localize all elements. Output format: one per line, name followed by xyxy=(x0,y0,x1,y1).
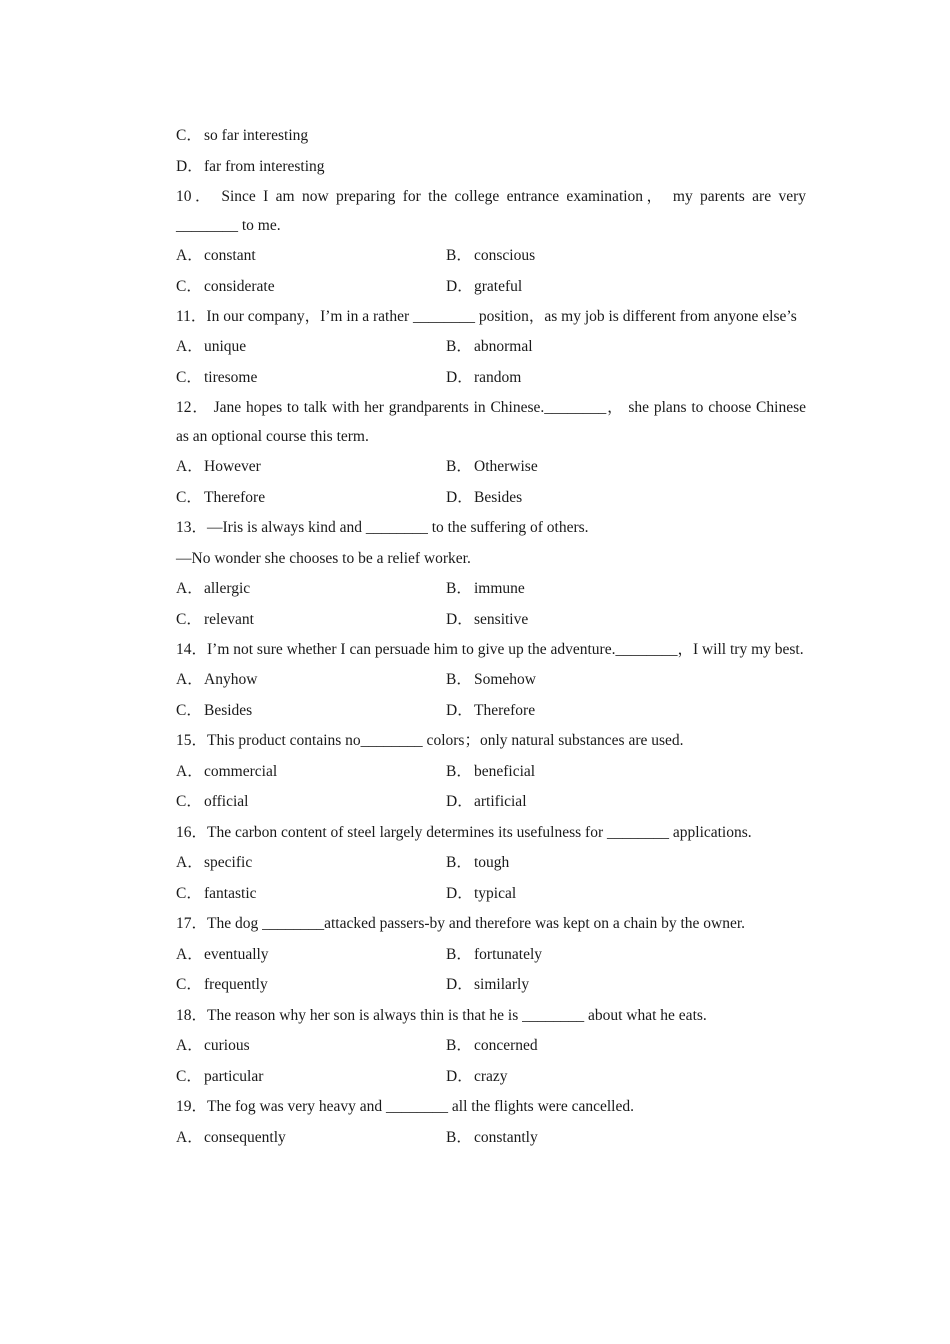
option-text: Otherwise xyxy=(474,458,538,475)
option-letter: C． xyxy=(176,488,202,506)
option-row xyxy=(144,332,806,363)
option-text: constantly xyxy=(474,1128,538,1146)
option-text: specific xyxy=(204,854,253,871)
option-b xyxy=(446,1031,538,1062)
option-d xyxy=(446,696,535,727)
option-letter: A． xyxy=(176,580,203,597)
option-text: consequently xyxy=(204,1128,286,1146)
option-c xyxy=(176,605,254,636)
option-b xyxy=(446,452,538,483)
option-b xyxy=(446,848,509,879)
option-text: fantastic xyxy=(204,884,257,902)
option-letter: D． xyxy=(446,277,473,295)
option-letter: B． xyxy=(446,247,472,264)
option-b xyxy=(446,665,536,696)
option-b xyxy=(446,757,535,788)
option-letter: B． xyxy=(446,762,472,780)
option-letter: A． xyxy=(176,1037,203,1054)
option-b xyxy=(446,940,542,971)
option-row xyxy=(144,241,806,272)
option-letter: A． xyxy=(176,945,203,963)
option-letter: C． xyxy=(176,976,202,993)
question-stem-12: 12． Jane hopes to talk with her grandparents in Chinese.________， she plans to choose Chinese as an optional course this term. xyxy=(176,399,806,445)
option-row xyxy=(144,1062,806,1093)
question-stem-15: 15．This product contains no________ colors；only natural substances are used. xyxy=(176,732,684,749)
option-letter: A． xyxy=(176,762,203,780)
option-c xyxy=(176,970,268,1001)
option-text: concerned xyxy=(474,1037,538,1054)
option-row xyxy=(144,272,806,303)
option-c xyxy=(176,879,257,910)
option-letter: B． xyxy=(446,945,472,963)
option-letter: A． xyxy=(176,854,203,871)
option-text: beneficial xyxy=(474,762,536,780)
option-a xyxy=(176,1031,250,1062)
option-letter: B． xyxy=(446,854,472,871)
option-row xyxy=(144,940,806,971)
option-letter: A． xyxy=(176,458,203,475)
option-row xyxy=(144,970,806,1001)
option-text: similarly xyxy=(474,976,530,993)
option-b xyxy=(446,332,533,363)
option-text: far from interesting xyxy=(204,157,325,175)
option-text: abnormal xyxy=(474,338,533,355)
option-letter: C． xyxy=(176,277,202,295)
option-text: conscious xyxy=(474,247,536,264)
option-text: eventually xyxy=(204,945,269,963)
option-letter: D． xyxy=(446,976,473,993)
option-text: Besides xyxy=(204,701,253,719)
option-text: unique xyxy=(204,338,247,355)
question-list xyxy=(144,121,806,1153)
option-text: Therefore xyxy=(204,488,266,506)
option-letter: A． xyxy=(176,338,203,355)
option-row xyxy=(144,483,806,514)
option-letter: B． xyxy=(446,1037,472,1054)
option-d xyxy=(446,970,529,1001)
option-letter: C． xyxy=(176,884,202,902)
option-text: so far interesting xyxy=(204,127,309,144)
option-a xyxy=(176,574,250,605)
option-row xyxy=(144,879,806,910)
option-a xyxy=(176,940,269,971)
option-letter: B． xyxy=(446,338,472,355)
option-letter: B． xyxy=(446,580,472,597)
option-d xyxy=(446,879,516,910)
question-stem-16: 16．The carbon content of steel largely determines its usefulness for ________ applications. xyxy=(176,823,752,841)
option-text: artificial xyxy=(474,793,527,810)
option-text: tough xyxy=(474,854,510,871)
option-row xyxy=(144,574,806,605)
option-letter: D． xyxy=(446,488,473,506)
option-letter: C． xyxy=(176,793,202,810)
option-row xyxy=(144,696,806,727)
option-text: Anyhow xyxy=(204,671,258,688)
option-text: frequently xyxy=(204,976,268,993)
option-text: allergic xyxy=(204,580,251,597)
question-stem-19: 19．The fog was very heavy and ________ all the flights were cancelled. xyxy=(176,1098,634,1115)
option-text: Therefore xyxy=(474,701,536,719)
option-text: Besides xyxy=(474,488,523,506)
option-text: typical xyxy=(474,884,517,902)
option-d xyxy=(144,152,806,183)
question-reply-13: —No wonder she chooses to be a relief worker. xyxy=(176,549,471,567)
option-letter: C． xyxy=(176,610,202,628)
option-letter: D． xyxy=(446,368,473,386)
option-text: However xyxy=(204,458,261,475)
option-c xyxy=(144,121,806,152)
option-row xyxy=(144,452,806,483)
option-a xyxy=(176,241,256,272)
option-d xyxy=(446,272,522,303)
option-c xyxy=(176,787,248,818)
option-letter: D． xyxy=(446,1067,473,1085)
option-row xyxy=(144,1123,806,1154)
option-letter: C． xyxy=(176,368,202,386)
option-text: official xyxy=(204,793,249,810)
option-c xyxy=(176,1062,263,1093)
option-row xyxy=(144,605,806,636)
option-row xyxy=(144,848,806,879)
option-text: considerate xyxy=(204,277,275,295)
option-letter: B． xyxy=(446,458,472,475)
question-stem-18: 18．The reason why her son is always thin is that he is ________ about what he eats. xyxy=(176,1006,707,1024)
option-text: particular xyxy=(204,1067,264,1085)
option-a xyxy=(176,848,252,879)
question-stem-13: 13．—Iris is always kind and ________ to the suffering of others. xyxy=(176,519,589,536)
option-letter: D． xyxy=(446,701,473,719)
option-b xyxy=(446,574,525,605)
option-letter: B． xyxy=(446,671,472,688)
question-stem-10: 10． Since I am now preparing for the college entrance examination， my parents are very ________ to me. xyxy=(176,188,806,234)
option-letter: A． xyxy=(176,671,203,688)
option-text: fortunately xyxy=(474,945,543,963)
option-letter: D． xyxy=(176,157,203,175)
option-letter: D． xyxy=(446,610,473,628)
option-d xyxy=(446,483,522,514)
option-a xyxy=(176,757,277,788)
option-a xyxy=(176,332,246,363)
option-text: commercial xyxy=(204,762,278,780)
option-letter: A． xyxy=(176,1128,203,1146)
option-a xyxy=(176,1123,286,1154)
question-stem-14: 14．I’m not sure whether I can persuade him to give up the adventure.________，I will try my best. xyxy=(176,641,804,658)
option-d xyxy=(446,605,528,636)
option-d xyxy=(446,363,521,394)
option-d xyxy=(446,787,527,818)
option-a xyxy=(176,665,257,696)
option-c xyxy=(176,363,257,394)
option-letter: C． xyxy=(176,1067,202,1085)
option-text: tiresome xyxy=(204,368,258,386)
option-text: immune xyxy=(474,580,525,597)
option-text: sensitive xyxy=(474,610,529,628)
option-letter: D． xyxy=(446,884,473,902)
option-c xyxy=(176,483,265,514)
option-text: grateful xyxy=(474,277,523,295)
option-text: Somehow xyxy=(474,671,536,688)
option-row xyxy=(144,787,806,818)
option-text: crazy xyxy=(474,1067,508,1085)
option-text: relevant xyxy=(204,610,254,628)
option-c xyxy=(176,272,275,303)
question-stem-17: 17．The dog ________attacked passers-by and therefore was kept on a chain by the owner. xyxy=(176,915,746,932)
option-b xyxy=(446,241,535,272)
option-letter: D． xyxy=(446,793,473,810)
option-row xyxy=(144,363,806,394)
option-d xyxy=(446,1062,508,1093)
question-stem-11: 11．In our company，I’m in a rather ________ position，as my job is different from anyone else’s xyxy=(176,308,797,325)
option-letter: B． xyxy=(446,1128,472,1146)
option-letter: C． xyxy=(176,127,202,144)
option-row xyxy=(144,1031,806,1062)
option-b xyxy=(446,1123,538,1154)
option-a xyxy=(176,452,261,483)
option-letter: A． xyxy=(176,247,203,264)
option-row xyxy=(144,757,806,788)
option-text: curious xyxy=(204,1037,250,1054)
option-c xyxy=(176,696,252,727)
option-text: random xyxy=(474,368,522,386)
option-row xyxy=(144,665,806,696)
option-text: constant xyxy=(204,247,256,264)
option-letter: C． xyxy=(176,701,202,719)
